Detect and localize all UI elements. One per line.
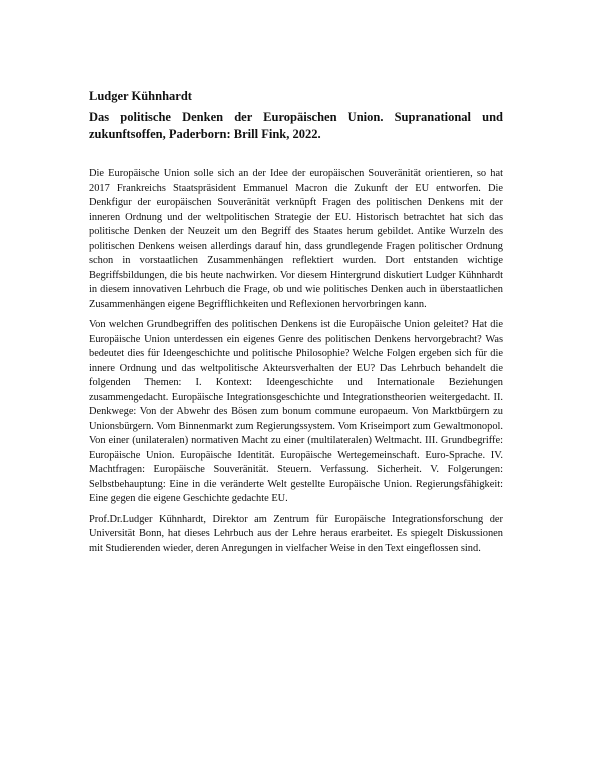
paragraph-2: Von welchen Grundbegriffen des politischen Denkens ist die Europäische Union geleitet? Hat die Europäische Union unterdessen ein eigenes Genre des politischen Denkens hervorgebracht? Was bedeutet dies für Ideengeschichte und politische Philosophie? Welche Folgen ergeben sich für die innere Ordnung und das weltpolitische Akteursverhalten der EU? Das Lehrbuch behandelt die folgenden Themen: I. Kontext: Ideengeschichte und Internationale Beziehungen zusammengedacht. Europäische Integrationsgeschichte und Integrationstheorien weitergedacht. II. Denkwege: Von der Abwehr des Bösen zum bonum commune europaeum. Von Marktbürgern zu Unionsbürgern. Vom Binnenmarkt zum Regierungssystem. Vom Kriseimport zum Gewaltmonopol. Von einer (unilateralen) normativen Macht zu einer (multilateralen) Weltmacht. III. Grundbegriffe: Europäische Union. Europäische Identität. Europäische Wertegemeinschaft. Euro-Sprache. IV. Machtfragen: Europäische Souveränität. Steuern. Verfassung. Sicherheit. V. Folgerungen: Selbstbehauptung: Eine in die veränderte Welt gestellte Europäische Union. Regierungsfähigkeit: Eine gegen die eigene Geschichte gedachte EU. (89, 319, 503, 504)
paragraph-3: Prof.Dr.Ludger Kühnhardt, Direktor am Zentrum für Europäische Integrationsforschung der Universität Bonn, hat dieses Lehrbuch aus der Lehre heraus erarbeitet. Es spiegelt Diskussionen mit Studierenden wieder, deren Anregungen in vielfacher Weise in den Text eingeflossen sind. (89, 513, 503, 554)
author-name: Ludger Kühnhardt (89, 89, 192, 103)
abstract-body (89, 167, 503, 562)
paragraph-1: Die Europäische Union solle sich an der Idee der europäischen Souveränität orientieren, so hat 2017 Frankreichs Staatspräsident Emmanuel Macron die Zukunft der EU entworfen. Die Denkfigur der europäischen Souveränität verknüpft Fragen des politischen Denkens mit der inneren Ordnung und der weltpolitischen Strategie der EU. Historisch betrachtet hat sich das politische Denken der Neuzeit um den Begriff des Staates herum gebildet. Antike Wurzeln des politischen Denkens weisen allerdings darauf hin, dass grundlegende Fragen politischer Ordnung schon in vorstaatlichen Zusammenhängen reflektiert wurden. Dort entstanden wichtige Begriffsbildungen, die bis heute nachwirken. Vor diesem Hintergrund diskutiert Ludger Kühnhardt in diesem innovativen Lehrbuch die Frage, ob und wie politisches Denken auch in überstaatlichen Zusammenhängen eigene Begrifflichkeiten und Reflexionen hervorbringen kann. (89, 168, 503, 310)
book-title: Das politische Denken der Europäischen Union. Supranational und zukunftsoffen, Paderborn: Brill Fink, 2022. (89, 110, 503, 141)
